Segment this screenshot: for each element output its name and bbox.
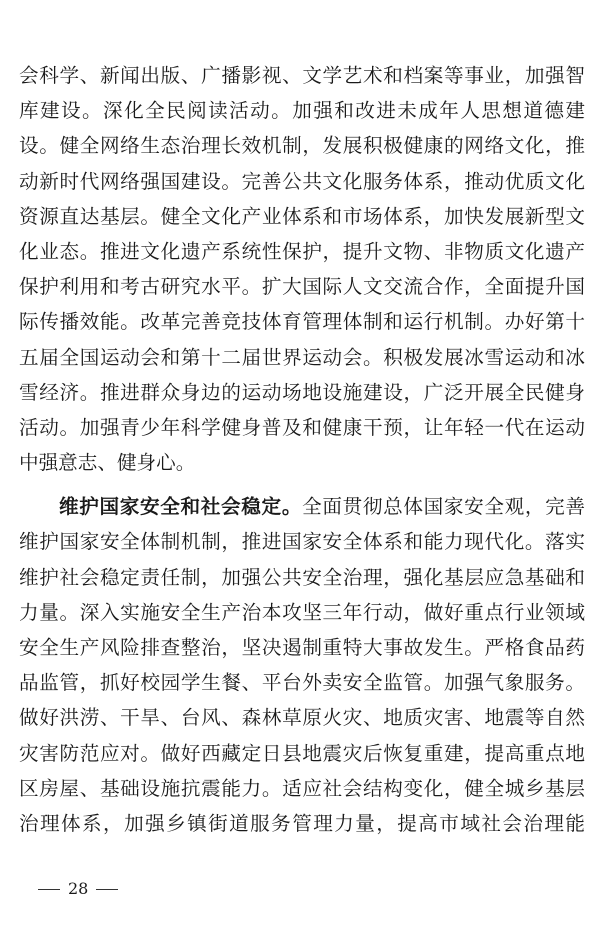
paragraph-heading: 维护国家安全和社会稳定。: [59, 495, 303, 519]
text-line: 资源直达基层。健全文化产业体系和市场体系，加快发展新型文: [19, 204, 585, 228]
text-line: 动新时代网络强国建设。完善公共文化服务体系，推动优质文化: [19, 169, 585, 193]
text-span: 全面贯彻总体国家安全观，完善: [302, 495, 585, 519]
text-line: 力量。深入实施安全生产治本攻坚三年行动，做好重点行业领域: [19, 600, 585, 624]
text-line: 际传播效能。改革完善竞技体育管理体制和运行机制。办好第十: [19, 310, 585, 334]
text-line: 五届全国运动会和第十二届世界运动会。积极发展冰雪运动和冰: [19, 345, 585, 369]
text-line: 设。健全网络生态治理长效机制，发展积极健康的网络文化，推: [19, 134, 585, 158]
text-line: 中强意志、健身心。: [19, 451, 196, 475]
paragraph-culture: [19, 58, 585, 480]
text-line: 维护社会稳定责任制，加强公共安全治理，强化基层应急基础和: [19, 565, 585, 589]
text-line: 化业态。推进文化遗产系统性保护，提升文物、非物质文化遗产: [19, 239, 585, 263]
text-line: 保护利用和考古研究水平。扩大国际人文交流合作，全面提升国: [19, 275, 585, 299]
text-line: 品监管，抓好校园学生餐、平台外卖安全监管。加强气象服务。: [19, 671, 585, 695]
text-line: 治理体系，加强乡镇街道服务管理力量，提高市域社会治理能: [19, 811, 585, 835]
paragraph-security: [19, 489, 585, 841]
text-line: 安全生产风险排查整治，坚决遏制重特大事故发生。严格食品药: [19, 636, 585, 659]
text-line: [19, 489, 585, 524]
text-line: 雪经济。推进群众身边的运动场地设施建设，广泛开展全民健身: [19, 380, 585, 404]
page-number: 28: [68, 879, 89, 898]
text-line: 维护国家安全体制机制，推进国家安全体系和能力现代化。落实: [19, 530, 585, 554]
page-footer: [30, 879, 126, 898]
text-line: 灾害防范应对。做好西藏定日县地震灾后恢复重建，提高重点地: [19, 741, 585, 765]
text-line: 区房屋、基础设施抗震能力。适应社会结构变化，健全城乡基层: [19, 776, 585, 800]
document-body: [19, 58, 585, 841]
text-line: 活动。加强青少年科学健身普及和健康干预，让年轻一代在运动: [19, 415, 585, 439]
dash-left: [38, 889, 60, 890]
text-line: 做好洪涝、干旱、台风、森林草原火灾、地质灾害、地震等自然: [19, 706, 585, 730]
text-line: 会科学、新闻出版、广播影视、文学艺术和档案等事业，加强智: [19, 64, 585, 87]
dash-right: [96, 889, 118, 890]
text-line: 库建设。深化全民阅读活动。加强和改进未成年人思想道德建: [19, 99, 585, 123]
